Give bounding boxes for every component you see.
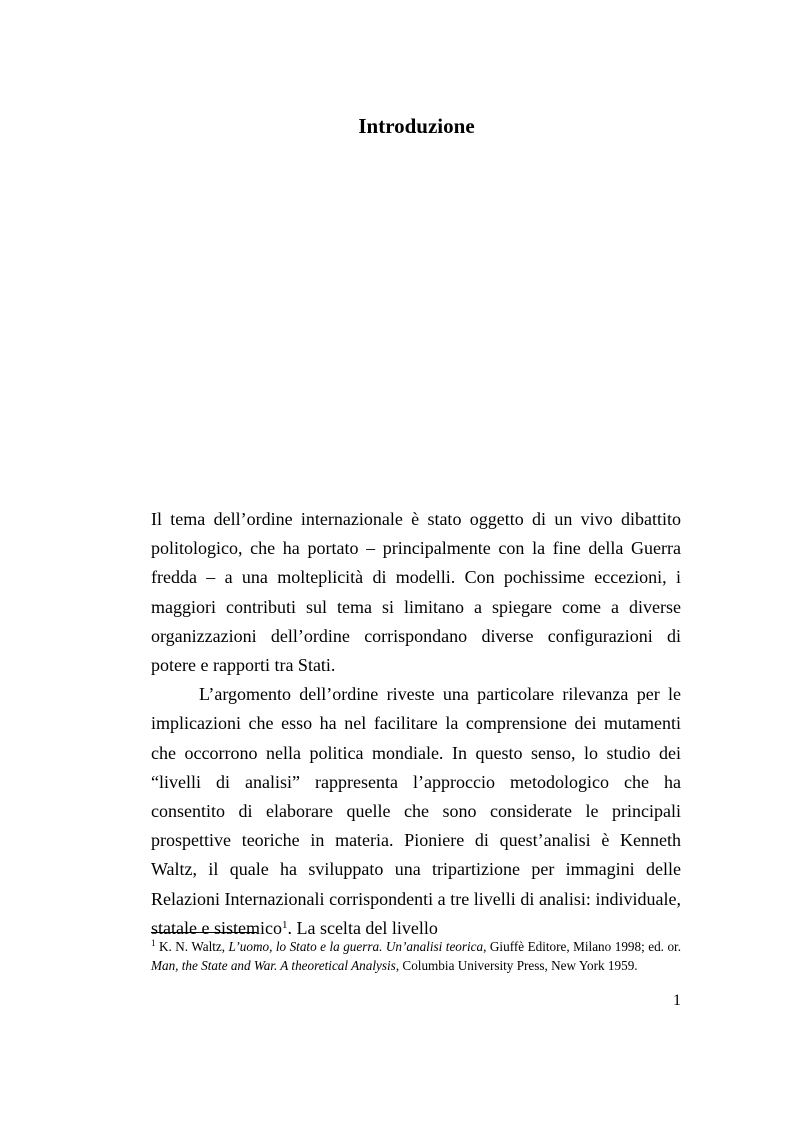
footnote-title-italian: L’uomo, lo Stato e la guerra. Un’analisi teorica [228, 939, 484, 954]
chapter-title: Introduzione [358, 114, 475, 138]
paragraph: Il tema dell’ordine internazionale è stato oggetto di un vivo dibattito politologico, che ha portato – principalmente con la fine della Guerra fredda – a una molteplicità di modelli. Con pochissime eccezioni, i maggiori contributi sul tema si limitano a spiegare come a diverse organizzazioni dell’ordine corrispondano diverse configurazioni di potere e rapporti tra Stati. [151, 509, 681, 676]
footnote-publisher-italian: , Giuffè Editore, Milano 1998; ed. or. [483, 939, 682, 954]
paragraph-text: L’argomento dell’ordine riveste una particolare rilevanza per le implicazioni che esso ha nel facilitare la comprensione dei mutamenti che occorrono nella politica mondiale. In questo senso, lo studio dei “livelli di analisi” rappresenta l’approccio metodologico che ha consentito di elaborare quelle che sono considerate le principali prospettive teoriche in materia. Pioniere di quest’analisi è Kenneth Waltz, il quale ha sviluppato una tripartizione per immagini delle Relazioni Internazionali corrispondenti a tre livelli di analisi: individuale, statale e sistemico [151, 684, 681, 938]
paragraph-text: . La scelta del livello [287, 917, 438, 938]
paragraph [151, 680, 681, 943]
footnote-title-original: Man, the State and War. A theoretical Analysis [151, 957, 396, 973]
footnote-author: K. N. Waltz, [155, 939, 229, 954]
footnote-reference: 1 [281, 918, 288, 931]
footnote-separator [151, 932, 257, 933]
page-number: 1 [673, 992, 681, 1009]
footnote-number: 1 [151, 938, 156, 948]
footnote [151, 938, 681, 975]
body-text [151, 505, 681, 943]
footnote-publisher-original: , Columbia University Press, New York 1959. [395, 957, 638, 973]
